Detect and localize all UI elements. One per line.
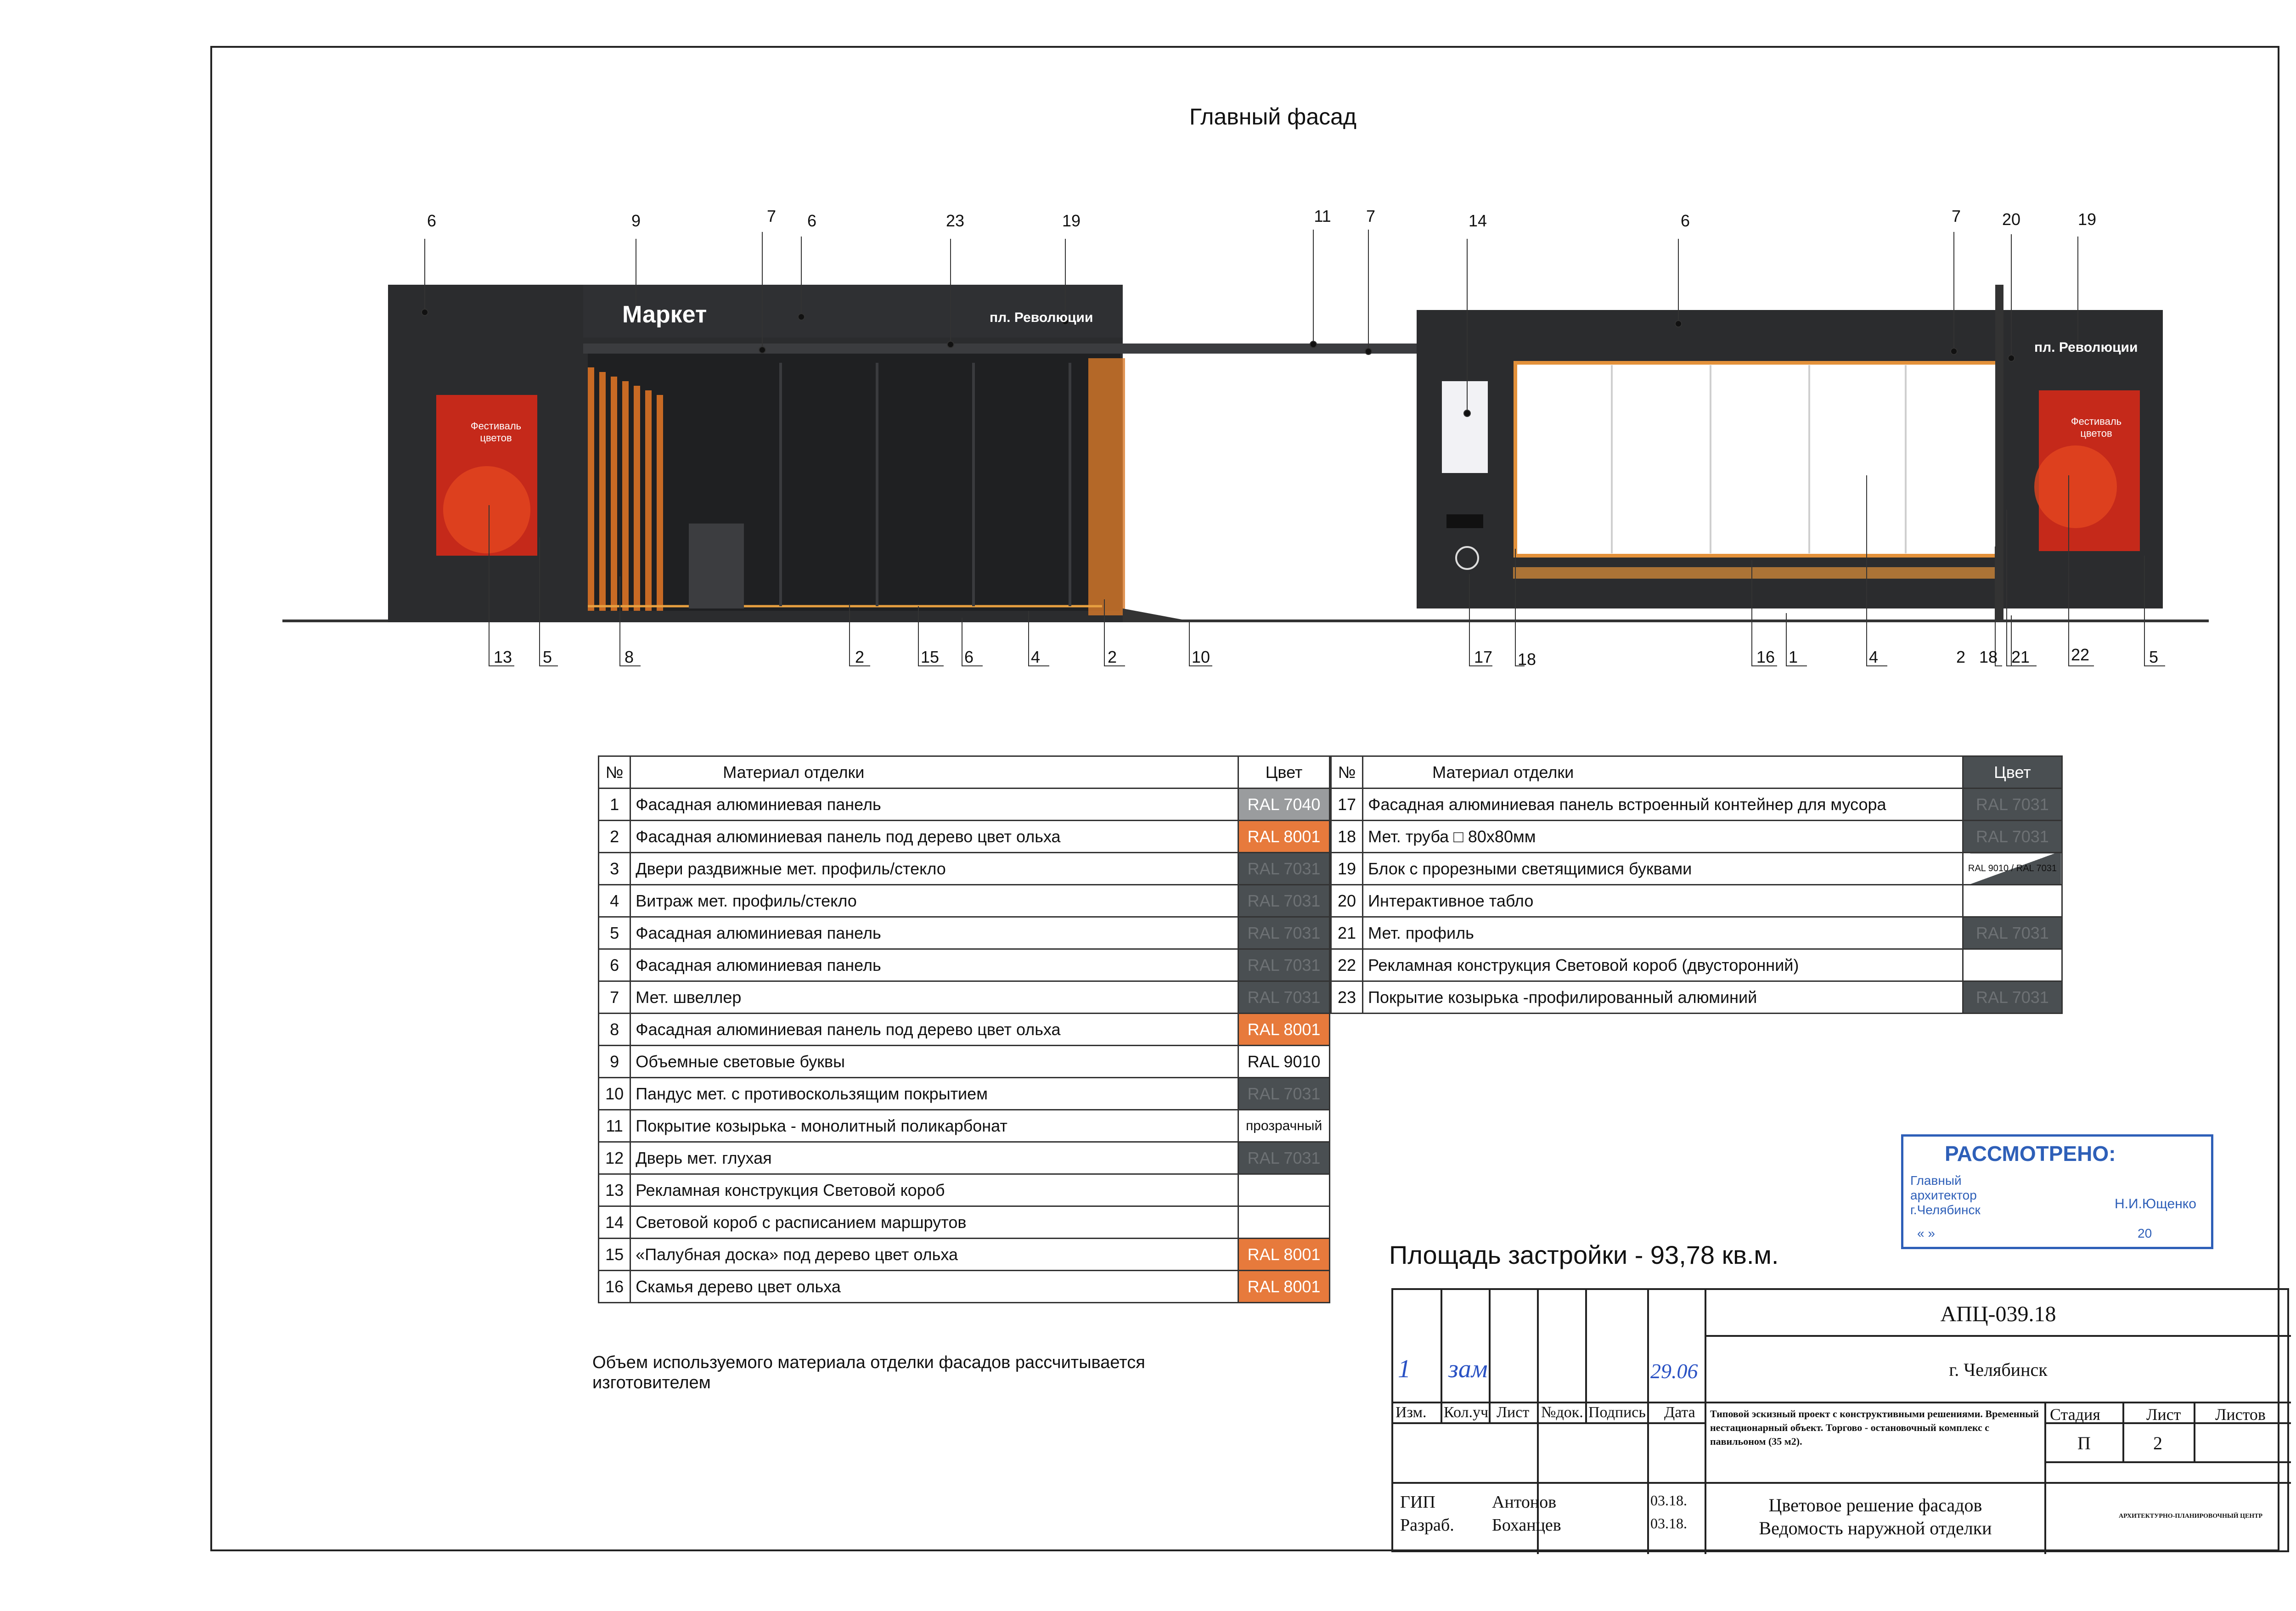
row-material: Фасадная алюминиевая панель под дерево цвет ольха xyxy=(630,1014,1238,1046)
callout-bottom: 4 xyxy=(1031,648,1041,666)
row-number: 15 xyxy=(599,1239,630,1271)
row-material: Мет. профиль xyxy=(1363,917,1963,949)
row-number: 6 xyxy=(599,949,630,981)
row-number: 18 xyxy=(1331,821,1363,853)
sheet-value: 2 xyxy=(2153,1433,2162,1453)
callout-bottom: 1 xyxy=(1789,648,1798,666)
header-color: Цвет xyxy=(1963,756,2062,789)
row-material: Блок с прорезными светящимися буквами xyxy=(1363,853,1963,885)
row-color: RAL 7031 xyxy=(1238,949,1330,981)
row-material: Фасадная алюминиевая панель xyxy=(630,789,1238,821)
row-color: RAL 7031 xyxy=(1963,821,2062,853)
callout-bottom: 6 xyxy=(964,648,974,666)
row-material: Фасадная алюминиевая панель xyxy=(630,949,1238,981)
row-number: 2 xyxy=(599,821,630,853)
material-note: Объем используемого материала отделки фасадов рассчитывается изготовителем xyxy=(592,1353,1145,1392)
row-number: 5 xyxy=(599,917,630,949)
table-row xyxy=(1331,949,2062,981)
row-material: Дверь мет. глухая xyxy=(630,1142,1238,1174)
ramp xyxy=(1123,608,1189,621)
table-row xyxy=(599,1078,1330,1110)
row-number: 1 xyxy=(599,789,630,821)
callout-top: 9 xyxy=(631,211,641,230)
header-num: № xyxy=(599,756,630,789)
table-row xyxy=(599,1046,1330,1078)
place-sign-right: пл. Революции xyxy=(2034,340,2138,355)
row-number: 10 xyxy=(599,1078,630,1110)
table-row xyxy=(599,1174,1330,1206)
callout-top: 19 xyxy=(1062,211,1081,230)
callout-bottom: 22 xyxy=(2071,645,2090,664)
header-color: Цвет xyxy=(1238,756,1330,789)
materials-table-right xyxy=(1330,755,2063,1014)
table-row xyxy=(1331,981,2062,1014)
title-block: АПЦ-039.18 г. Челябинск 1 зам 29.06 Изм. Кол.уч Лист №док. Подпись Дата Типовой эскизный проект с конструктивными решениями. Временный нестационарный объект. Торгово - остановочный комплекс с павильоном (35 м2). Стадия Лист Листов П 2 ГИП Разраб. Антонов Боханцев 03.18. 03.18. Цветовое решение фасадов Ведомость наружной отделки АРХИТЕКТУРНО-ПЛАНИРОВОЧНЫЙ ЦЕНТР xyxy=(1391,1288,2289,1552)
table-row xyxy=(599,853,1330,885)
row-material: Фасадная алюминиевая панель xyxy=(630,917,1238,949)
poster-right-text: Фестиваль цветов xyxy=(2071,416,2122,439)
callout-bottom: 18 xyxy=(1518,650,1536,669)
sheet-title-2: Ведомость наружной отделки xyxy=(1759,1518,1992,1538)
row-color: RAL 7031 xyxy=(1238,981,1330,1014)
callout-bottom: 2 xyxy=(1108,648,1117,666)
drawing-code: АПЦ-039.18 xyxy=(1940,1302,2056,1326)
row-number: 21 xyxy=(1331,917,1363,949)
row-material: Двери раздвижные мет. профиль/стекло xyxy=(630,853,1238,885)
row-number: 19 xyxy=(1331,853,1363,885)
table-row xyxy=(599,949,1330,981)
row-material: Мет. труба □ 80х80мм xyxy=(1363,821,1963,853)
callout-bottom: 18 xyxy=(1979,648,1998,666)
row-number: 22 xyxy=(1331,949,1363,981)
callout-top: 20 xyxy=(2002,210,2021,229)
row-number: 12 xyxy=(599,1142,630,1174)
table-row xyxy=(599,1271,1330,1303)
row-color: RAL 7031 xyxy=(1238,1142,1330,1174)
materials-table-left xyxy=(598,755,1330,1303)
row-number: 14 xyxy=(599,1206,630,1239)
row-color: RAL 7031 xyxy=(1238,885,1330,917)
wood-panel-right xyxy=(1088,358,1125,615)
table-row xyxy=(599,1110,1330,1142)
row-color: RAL 7031 xyxy=(1238,853,1330,885)
row-color: RAL 7031 xyxy=(1963,981,2062,1014)
callout-top: 11 xyxy=(1314,207,1331,225)
table-row xyxy=(599,789,1330,821)
row-material: «Палубная доска» под дерево цвет ольха xyxy=(630,1239,1238,1271)
callout-bottom: 17 xyxy=(1474,648,1493,666)
callout-bottom: 13 xyxy=(494,648,512,666)
poster-left-text: Фестиваль цветов xyxy=(470,420,522,444)
project-description: Типовой эскизный проект с конструктивными решениями. Временный нестационарный объект. Торгово - остановочный комплекс с павильоном (35 м2). xyxy=(1710,1408,2039,1447)
header-material: Материал отделки xyxy=(1363,756,1963,789)
row-color: RAL 7040 xyxy=(1238,789,1330,821)
facade-drawing xyxy=(0,0,2296,689)
table-row xyxy=(599,885,1330,917)
row-material: Интерактивное табло xyxy=(1363,885,1963,917)
approval-stamp: РАССМОТРЕНО: Главный архитектор г.Челябинск Н.И.Ющенко « » 20 xyxy=(1901,1134,2213,1249)
table-row xyxy=(599,917,1330,949)
header-material: Материал отделки xyxy=(630,756,1238,789)
table-header-row xyxy=(1331,756,2062,789)
header-num: № xyxy=(1331,756,1363,789)
row-material: Фасадная алюминиевая панель встроенный контейнер для мусора xyxy=(1363,789,1963,821)
org-name: АРХИТЕКТУРНО-ПЛАНИРОВОЧНЫЙ ЦЕНТР xyxy=(2119,1513,2263,1520)
callout-bottom: 10 xyxy=(1192,648,1210,666)
row-material: Мет. швеллер xyxy=(630,981,1238,1014)
sheet-title-1: Цветовое решение фасадов xyxy=(1768,1495,1982,1515)
row-material: Рекламная конструкция Световой короб xyxy=(630,1174,1238,1206)
row-material: Покрытие козырька -профилированный алюминий xyxy=(1363,981,1963,1014)
callout-bottom: 5 xyxy=(2149,648,2159,666)
row-number: 7 xyxy=(599,981,630,1014)
row-number: 17 xyxy=(1331,789,1363,821)
shelter-glazing xyxy=(1515,363,1998,556)
pavilion-glazing xyxy=(588,349,1120,611)
row-number: 20 xyxy=(1331,885,1363,917)
table-row xyxy=(599,1142,1330,1174)
table-row xyxy=(599,821,1330,853)
callout-top: 19 xyxy=(2077,210,2097,229)
table-header-row xyxy=(599,756,1330,789)
row-number: 4 xyxy=(599,885,630,917)
row-color xyxy=(1963,949,2062,981)
row-color xyxy=(1963,885,2062,917)
row-color xyxy=(1238,1174,1330,1206)
stamp-title: РАССМОТРЕНО: xyxy=(1945,1142,2116,1166)
table-row xyxy=(1331,853,2062,885)
row-color: RAL 7031 xyxy=(1238,1078,1330,1110)
callout-top: 7 xyxy=(1366,207,1376,225)
callout-bottom: 15 xyxy=(921,648,940,666)
row-material: Рекламная конструкция Световой короб (двусторонний) xyxy=(1363,949,1963,981)
callout-bottom: 21 xyxy=(2011,648,2030,666)
row-material: Скамья дерево цвет ольха xyxy=(630,1271,1238,1303)
route-lightbox xyxy=(1442,381,1488,473)
bench xyxy=(1513,567,2000,579)
pole xyxy=(1995,285,2003,620)
callout-top: 7 xyxy=(1951,207,1961,225)
callout-bottom: 5 xyxy=(543,648,552,666)
row-number: 3 xyxy=(599,853,630,885)
row-number: 23 xyxy=(1331,981,1363,1014)
row-material: Покрытие козырька - монолитный поликарбонат xyxy=(630,1110,1238,1142)
table-row xyxy=(599,1206,1330,1239)
row-color: RAL 9010 xyxy=(1238,1046,1330,1078)
city: г. Челябинск xyxy=(1949,1359,2048,1380)
stage-value: П xyxy=(2077,1433,2091,1453)
row-number: 16 xyxy=(599,1271,630,1303)
row-material: Витраж мет. профиль/стекло xyxy=(630,885,1238,917)
row-number: 11 xyxy=(599,1110,630,1142)
table-row xyxy=(599,1239,1330,1271)
callout-bottom: 2 xyxy=(1956,648,1966,666)
row-color: RAL 7031 xyxy=(1963,917,2062,949)
building-area: Площадь застройки - 93,78 кв.м. xyxy=(1389,1240,1779,1269)
table-row xyxy=(599,981,1330,1014)
row-color: RAL 8001 xyxy=(1238,821,1330,853)
bin-slot xyxy=(1446,514,1483,528)
row-color: RAL 7031 xyxy=(1963,789,2062,821)
row-color: прозрачный xyxy=(1238,1110,1330,1142)
market-sign: Маркет xyxy=(622,301,707,328)
callout-top: 7 xyxy=(766,207,777,225)
row-material: Пандус мет. с противоскользящим покрытием xyxy=(630,1078,1238,1110)
drawing-title: Главный фасад xyxy=(1189,104,1357,130)
counter xyxy=(689,524,744,608)
row-color: RAL 8001 xyxy=(1238,1239,1330,1271)
row-material: Объемные световые буквы xyxy=(630,1046,1238,1078)
callout-bottom: 16 xyxy=(1756,648,1775,666)
row-material: Фасадная алюминиевая панель под дерево цвет ольха xyxy=(630,821,1238,853)
row-color xyxy=(1238,1206,1330,1239)
row-color: RAL 7031 xyxy=(1238,917,1330,949)
table-row xyxy=(1331,789,2062,821)
callout-top: 6 xyxy=(427,211,437,230)
callout-top: 6 xyxy=(1680,211,1690,230)
callout-bottom: 2 xyxy=(855,648,865,666)
callout-top: 14 xyxy=(1468,211,1487,230)
table-row xyxy=(1331,885,2062,917)
row-color: RAL 8001 xyxy=(1238,1271,1330,1303)
table-row xyxy=(1331,917,2062,949)
table-row xyxy=(1331,821,2062,853)
row-color: RAL 9010 / RAL 7031 xyxy=(1963,853,2062,885)
row-number: 13 xyxy=(599,1174,630,1206)
callout-top: 23 xyxy=(945,211,965,230)
callout-bottom: 4 xyxy=(1869,648,1879,666)
table-row xyxy=(599,1014,1330,1046)
stamp-name: Н.И.Ющенко xyxy=(2115,1196,2196,1211)
callout-bottom: 8 xyxy=(625,648,634,666)
row-material: Световой короб с расписанием маршрутов xyxy=(630,1206,1238,1239)
row-number: 9 xyxy=(599,1046,630,1078)
place-sign-left: пл. Революции xyxy=(990,310,1093,325)
callout-top: 6 xyxy=(807,211,817,230)
row-color: RAL 8001 xyxy=(1238,1014,1330,1046)
row-number: 8 xyxy=(599,1014,630,1046)
